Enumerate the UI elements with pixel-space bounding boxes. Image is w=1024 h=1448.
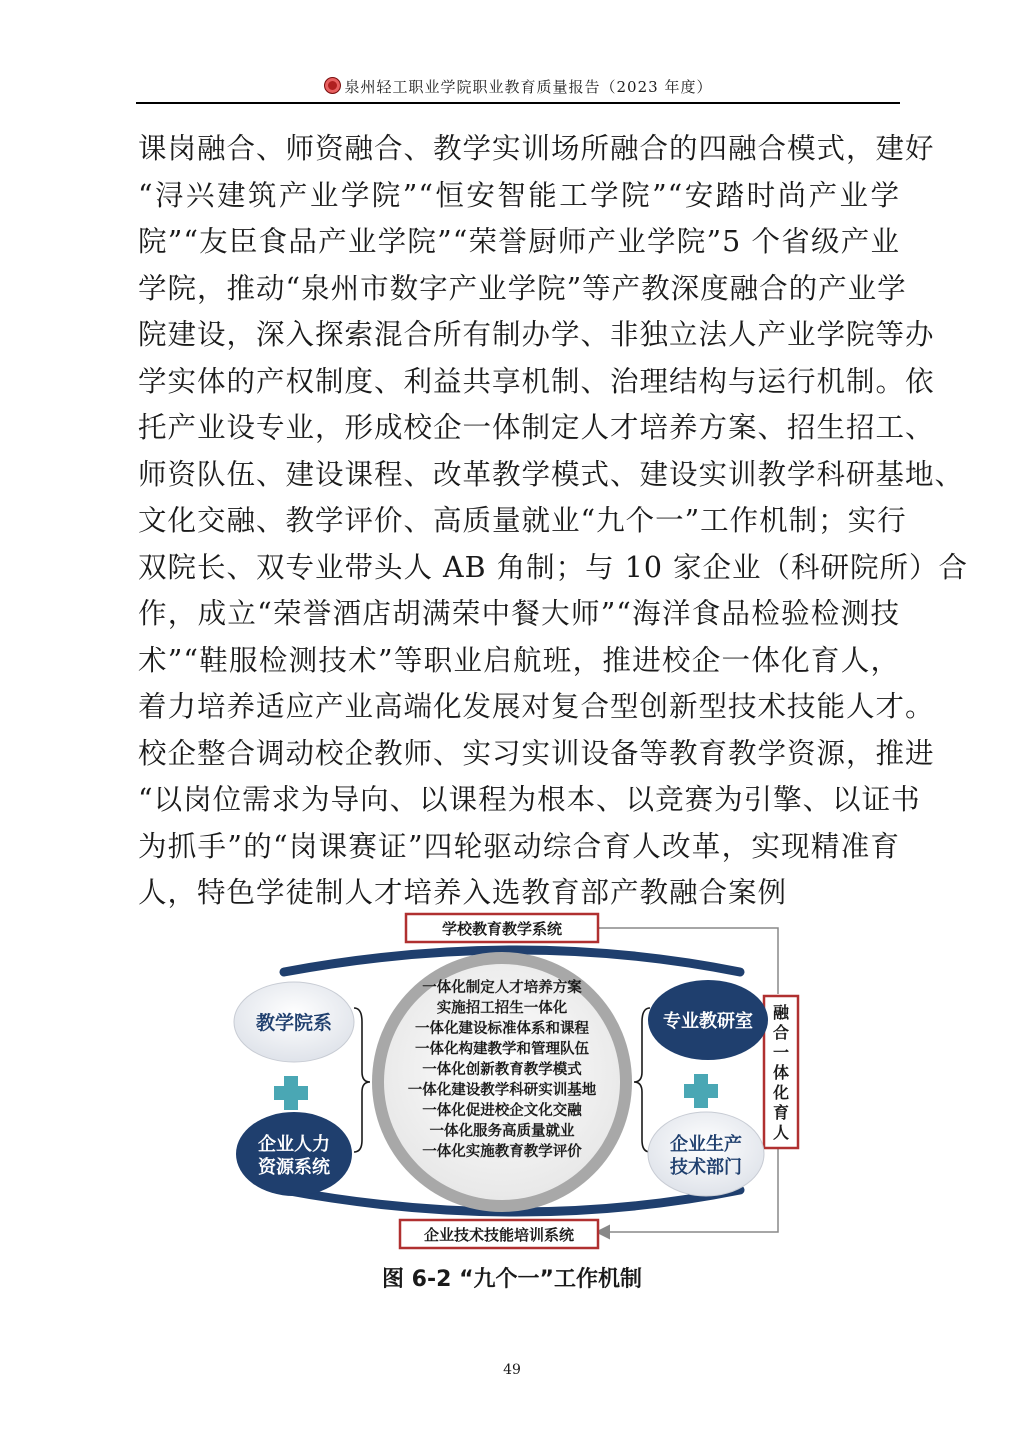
school-seal-icon <box>324 77 341 94</box>
body-line: 作，成立“荣誉酒店胡满荣中餐大师”“海洋食品检验检测技 <box>138 597 900 630</box>
body-line: 学实体的产权制度、利益共享机制、治理结构与运行机制。依 <box>138 364 935 398</box>
left-bracket <box>354 1008 370 1152</box>
body-line: “以岗位需求为导向、以课程为根本、以竞赛为引擎、以证书 <box>138 783 921 816</box>
body-line: 双院长、双专业带头人 AB 角制；与 10 家企业（科研院所）合 <box>138 550 969 584</box>
left-top-node-label: 教学院系 <box>255 1012 333 1034</box>
side-label-char: 育 <box>772 1103 790 1122</box>
side-label-char: 一 <box>772 1043 790 1062</box>
body-line: 术”“鞋服检测技术”等职业启航班，推进校企一体化育人， <box>138 643 900 677</box>
right-bottom-node-label-2: 技术部门 <box>670 1157 742 1178</box>
left-bottom-node-label-2: 资源系统 <box>258 1157 330 1178</box>
center-item: 一体化服务高质量就业 <box>429 1123 575 1140</box>
center-item: 实施招工招生一体化 <box>436 1000 568 1017</box>
top-box-label: 学校教育教学系统 <box>441 920 563 938</box>
center-item: 一体化创新教育教学模式 <box>422 1062 582 1078</box>
body-line: 托产业设专业，形成校企一体制定人才培养方案、招生招工、 <box>138 411 935 444</box>
side-label-char: 融 <box>772 1003 790 1022</box>
body-line: 为抓手”的“岗课赛证”四轮驱动综合育人改革，实现精准育 <box>138 829 900 863</box>
body-line: 人，特色学徒制人才培养入选教育部产教融合案例 <box>138 876 788 909</box>
right-plus-icon <box>684 1074 718 1108</box>
side-label-char: 人 <box>772 1123 790 1142</box>
body-line: “浔兴建筑产业学院”“恒安智能工学院”“安踏时尚产业学 <box>138 178 900 212</box>
right-bottom-node-label-1: 企业生产 <box>670 1134 742 1155</box>
body-line: 课岗融合、师资融合、教学实训场所融合的四融合模式，建好 <box>138 132 935 165</box>
side-label <box>772 1003 790 1142</box>
left-plus-icon <box>274 1076 308 1110</box>
body-line: 院”“友臣食品产业学院”“荣誉厨师产业学院”5 个省级产业 <box>138 225 900 258</box>
right-bracket <box>634 1008 650 1152</box>
body-paragraph <box>138 126 969 917</box>
diagram-svg <box>220 912 820 1252</box>
body-line: 文化交融、教学评价、高质量就业“九个一”工作机制；实行 <box>138 504 907 537</box>
side-label-char: 化 <box>772 1083 790 1102</box>
center-item: 一体化建设教学科研实训基地 <box>407 1082 597 1099</box>
page-number: 49 <box>503 1362 521 1378</box>
body-line: 院建设，深入探索混合所有制办学、非独立法人产业学院等办 <box>138 318 935 351</box>
body-line: 着力培养适应产业高端化发展对复合型创新型技术技能人才。 <box>138 690 935 723</box>
right-top-node-label: 专业教研室 <box>663 1011 753 1032</box>
side-label-char: 合 <box>772 1023 790 1042</box>
nine-ones-diagram <box>220 912 820 1252</box>
side-label-char: 体 <box>772 1063 790 1082</box>
center-item: 一体化制定人才培养方案 <box>422 980 582 996</box>
center-item: 一体化促进校企文化交融 <box>422 1103 582 1119</box>
center-item: 一体化构建教学和管理队伍 <box>415 1041 589 1058</box>
bottom-box-label: 企业技术技能培训系统 <box>423 1226 575 1244</box>
page-header <box>136 72 900 104</box>
header-title: 泉州轻工职业学院职业教育质量报告（2023 年度） <box>344 78 713 96</box>
center-item: 一体化建设标准体系和课程 <box>415 1021 589 1037</box>
body-line: 师资队伍、建设课程、改革教学模式、建设实训教学科研基地、 <box>138 457 965 491</box>
figure-caption: 图 6-2 “九个一”工作机制 <box>382 1267 642 1292</box>
body-line: 学院，推动“泉州市数字产业学院”等产教深度融合的产业学 <box>138 271 907 305</box>
center-item: 一体化实施教育教学评价 <box>422 1144 582 1160</box>
left-bottom-node-label-1: 企业人力 <box>258 1134 330 1155</box>
body-line: 校企整合调动校企教师、实习实训设备等教育教学资源，推进 <box>138 736 935 770</box>
